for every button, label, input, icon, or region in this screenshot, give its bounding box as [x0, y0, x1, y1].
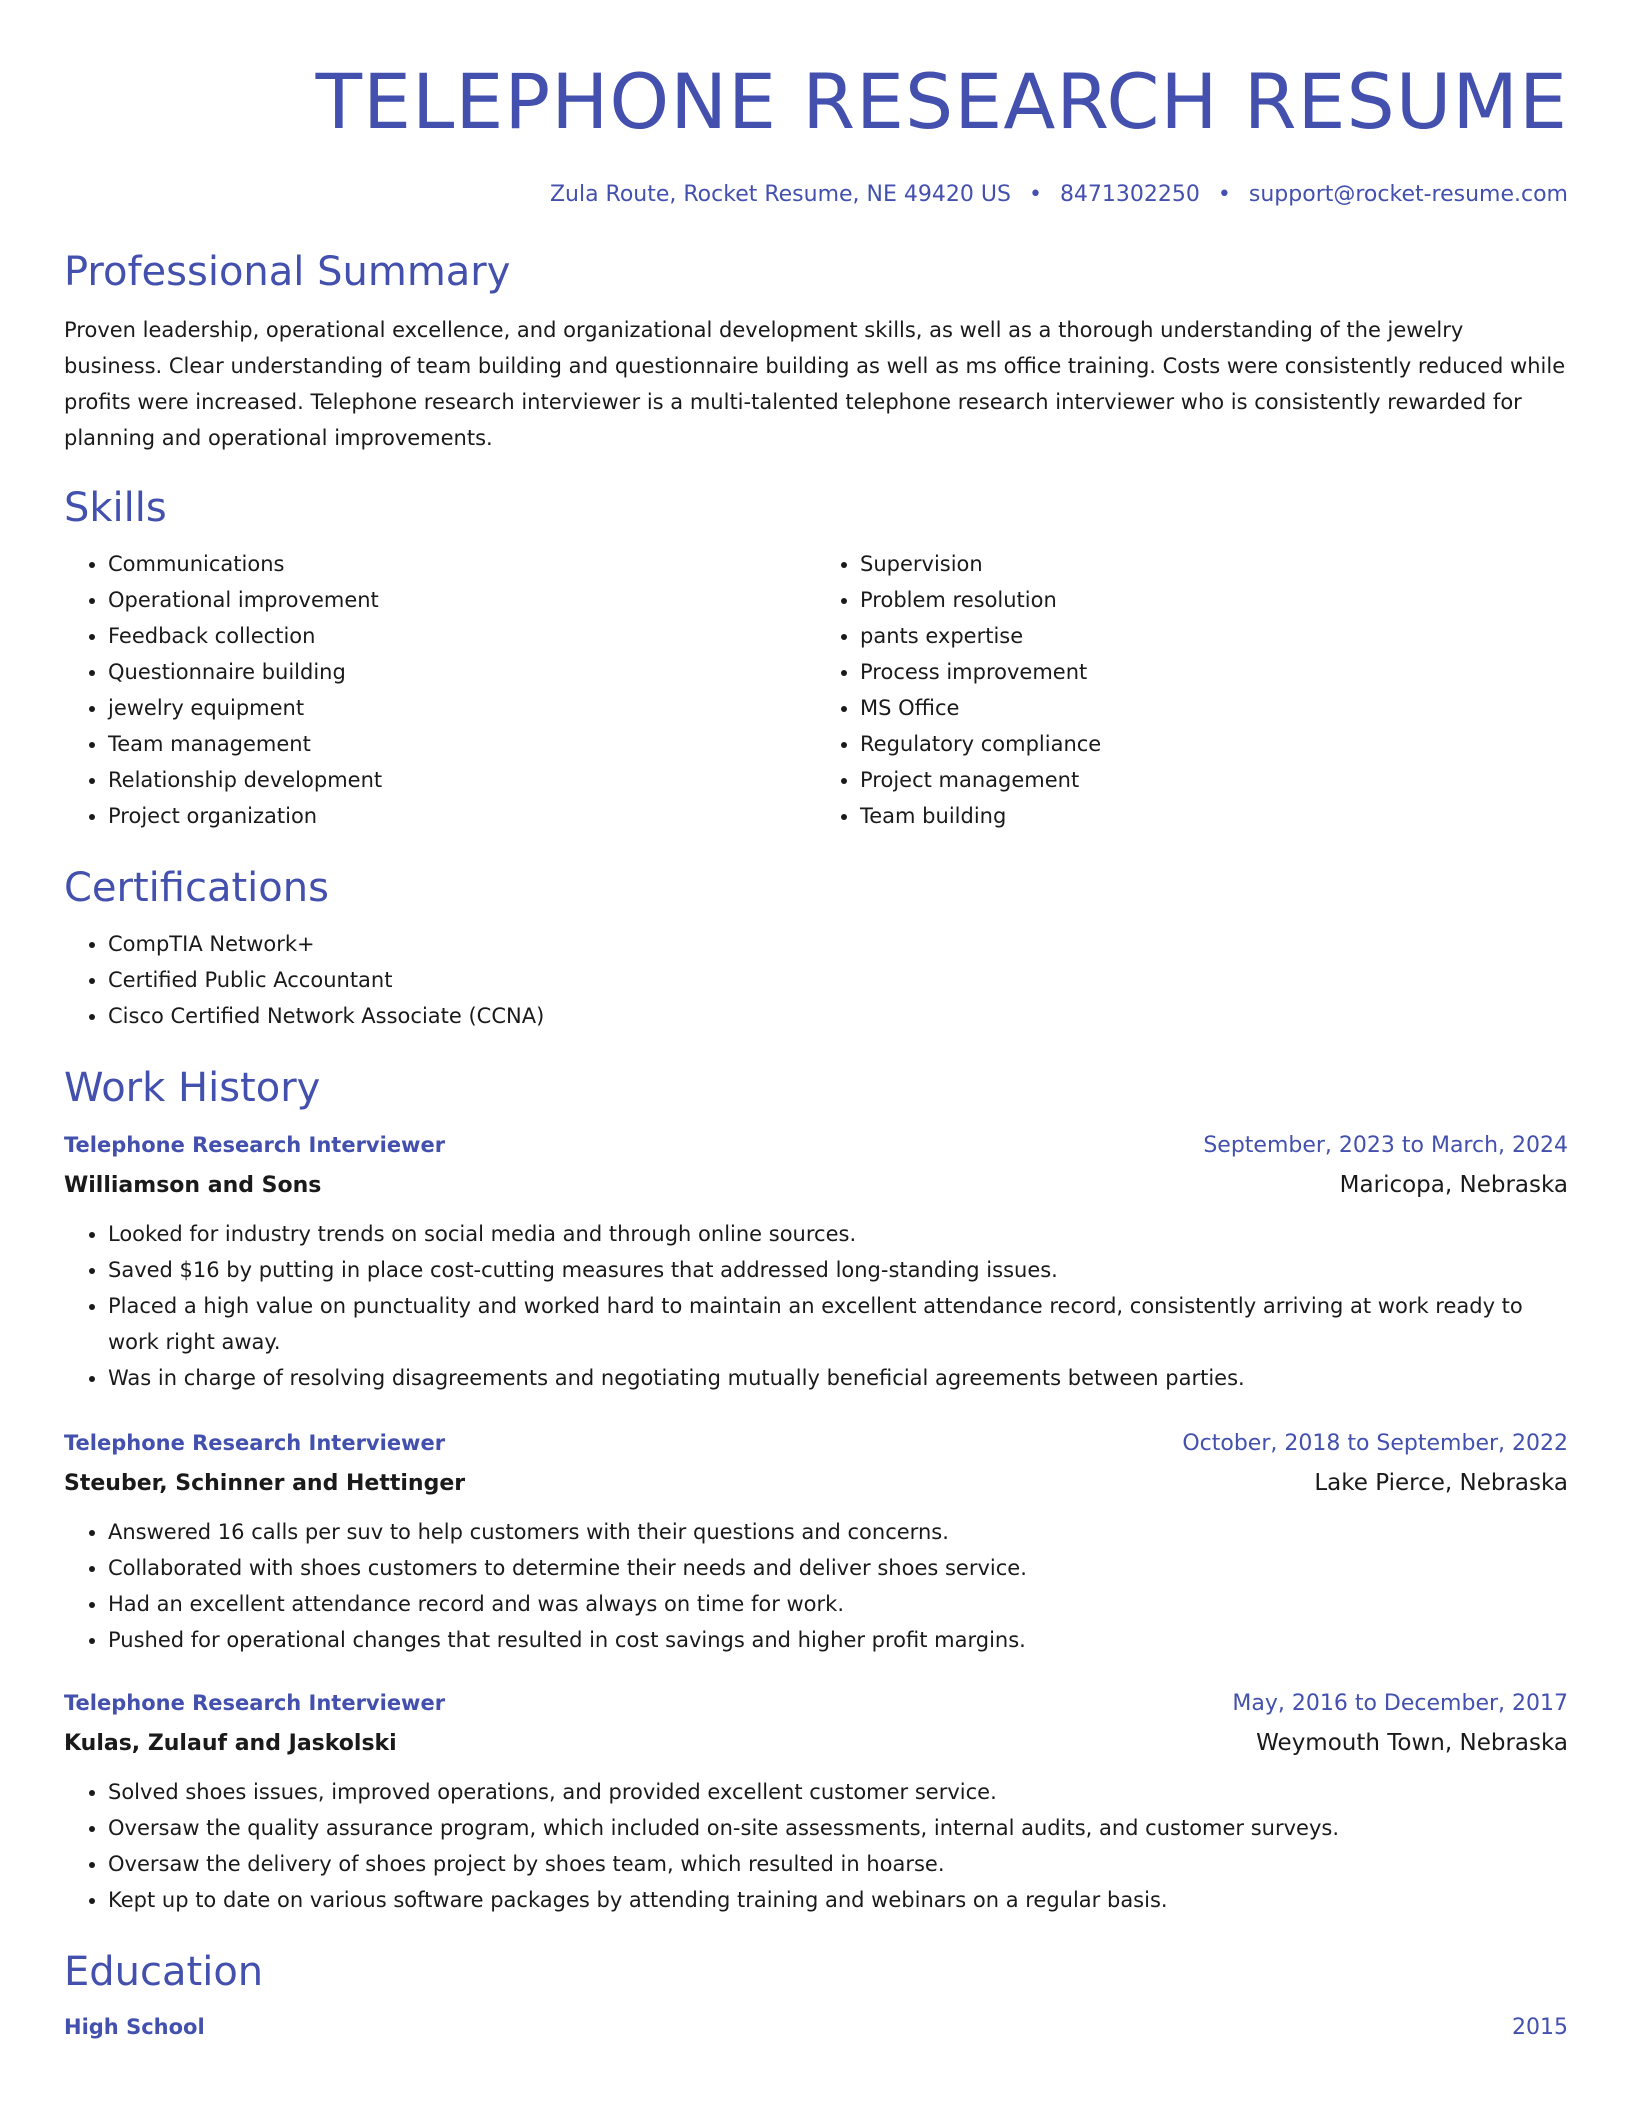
job-company: Steuber, Schinner and Hettinger: [64, 1471, 466, 1496]
contact-address: Zula Route, Rocket Resume, NE 49420 US: [549, 182, 1011, 207]
skill-item: • Team management: [108, 726, 816, 762]
education-title: High School: [64, 2015, 205, 2039]
work-history-heading: Work History: [64, 1065, 321, 1111]
skill-item: • Questionnaire building: [108, 654, 816, 690]
job-dates: May, 2016 to December, 2017: [1232, 1691, 1568, 1716]
job-entry: [64, 1126, 1568, 1396]
education-entry: [64, 2008, 1568, 2047]
resume-title: TELEPHONE RESEARCH RESUME: [315, 57, 1568, 146]
summary-heading: Professional Summary: [64, 249, 511, 295]
contact-phone[interactable]: 8471302250: [1059, 182, 1200, 207]
job-entry: [64, 1684, 1568, 1918]
skill-item: • Process improvement: [860, 654, 1568, 690]
summary-text: Proven leadership, operational excellence, and organizational development skills, as well as a thorough understanding of the jewelry business. Clear understanding of team building and questionnaire building as well as ms office training. Costs were consistently reduced while profits were increased. Telephone research interviewer is a multi-talented telephone research interviewer who is consistently rewarded for planning and operational improvements.: [64, 318, 1566, 450]
job-company-row: [64, 1165, 1568, 1206]
education-heading: Education: [64, 1949, 264, 1995]
job-bullet: • Solved shoes issues, improved operations, and provided excellent customer service.: [108, 1774, 1568, 1810]
skill-item: • Team building: [860, 798, 1568, 834]
certification-item: • Certified Public Accountant: [108, 962, 1568, 998]
job-title: Telephone Research Interviewer: [64, 1431, 446, 1455]
job-bullet: • Collaborated with shoes customers to determine their needs and deliver shoes service.: [108, 1550, 1568, 1586]
skill-item: • MS Office: [860, 690, 1568, 726]
job-bullets: [64, 1514, 1568, 1658]
job-bullet: • Pushed for operational changes that resulted in cost savings and higher profit margins.: [108, 1622, 1568, 1658]
job-company: Williamson and Sons: [64, 1173, 322, 1198]
job-header-row: [64, 1126, 1568, 1165]
certification-item: • Cisco Certified Network Associate (CCNA): [108, 998, 1568, 1034]
skill-item: • Operational improvement: [108, 582, 816, 618]
skill-item: • Regulatory compliance: [860, 726, 1568, 762]
job-header-row: [64, 1684, 1568, 1723]
education-year: 2015: [1512, 2015, 1568, 2040]
job-bullet: • Had an excellent attendance record and was always on time for work.: [108, 1586, 1568, 1622]
skill-item: • Problem resolution: [860, 582, 1568, 618]
job-bullets: [64, 1774, 1568, 1918]
job-title: Telephone Research Interviewer: [64, 1133, 446, 1157]
job-dates: October, 2018 to September, 2022: [1182, 1431, 1568, 1456]
skills-list-left: [64, 546, 816, 834]
contact-email[interactable]: support@rocket-resume.com: [1248, 182, 1568, 207]
skills-heading: Skills: [64, 485, 167, 531]
skills-columns: [64, 546, 1568, 834]
skill-item: • Relationship development: [108, 762, 816, 798]
job-bullet: • Oversaw the delivery of shoes project by shoes team, which resulted in hoarse.: [108, 1846, 1568, 1882]
certifications-list: [64, 926, 1568, 1034]
job-company-row: [64, 1463, 1568, 1504]
certification-item: • CompTIA Network+: [108, 926, 1568, 962]
job-bullet: • Was in charge of resolving disagreements and negotiating mutually beneficial agreements between parties.: [108, 1360, 1568, 1396]
skill-item: • jewelry equipment: [108, 690, 816, 726]
job-dates: September, 2023 to March, 2024: [1203, 1133, 1568, 1158]
skill-item: • Supervision: [860, 546, 1568, 582]
skill-item: • Feedback collection: [108, 618, 816, 654]
skill-item: • Project management: [860, 762, 1568, 798]
contact-separator: •: [1028, 182, 1042, 207]
job-location: Maricopa, Nebraska: [1339, 1172, 1568, 1198]
job-bullets: [64, 1216, 1568, 1396]
skill-item: • Project organization: [108, 798, 816, 834]
certifications-heading: Certifications: [64, 865, 329, 911]
skill-item: • Communications: [108, 546, 816, 582]
job-header-row: [64, 1424, 1568, 1463]
job-bullet: • Oversaw the quality assurance program, which included on-site assessments, internal audits, and customer surveys.: [108, 1810, 1568, 1846]
job-company: Kulas, Zulauf and Jaskolski: [64, 1731, 397, 1756]
job-location: Lake Pierce, Nebraska: [1314, 1470, 1568, 1496]
job-bullet: • Kept up to date on various software packages by attending training and webinars on a regular basis.: [108, 1882, 1568, 1918]
skills-list-right: [816, 546, 1568, 834]
job-entry: [64, 1424, 1568, 1658]
job-bullet: • Saved $16 by putting in place cost-cutting measures that addressed long-standing issues.: [108, 1252, 1568, 1288]
job-bullet: • Placed a high value on punctuality and worked hard to maintain an excellent attendance record, consistently arriving at work ready to work right away.: [108, 1288, 1568, 1360]
job-location: Weymouth Town, Nebraska: [1256, 1730, 1568, 1756]
job-title: Telephone Research Interviewer: [64, 1691, 446, 1715]
contact-separator: •: [1217, 182, 1231, 207]
job-company-row: [64, 1723, 1568, 1764]
job-bullet: • Looked for industry trends on social media and through online sources.: [108, 1216, 1568, 1252]
skill-item: • pants expertise: [860, 618, 1568, 654]
contact-line: [64, 180, 1568, 210]
job-bullet: • Answered 16 calls per suv to help customers with their questions and concerns.: [108, 1514, 1568, 1550]
